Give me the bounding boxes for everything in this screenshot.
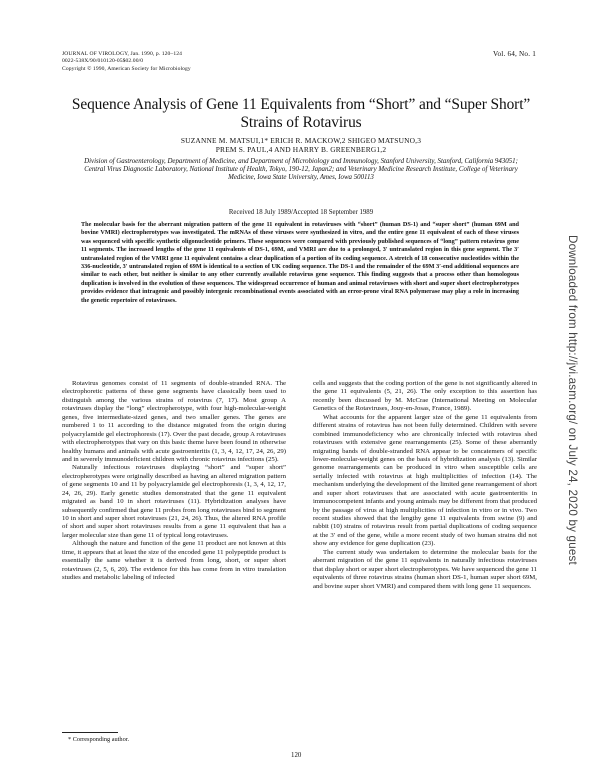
body-paragraph: The current study was undertaken to determine the molecular basis for the aberrant migration of the gene 11 equivalents in naturally infectious rotaviruses that display short or super short electropherotypes. We have sequenced the gene 11 equivalents of three rotavirus strains (human short DS-1, human super short 69M, and bovine super short VMRI) and compared them with long gene 11 sequences. bbox=[313, 548, 537, 590]
volume-issue: Vol. 64, No. 1 bbox=[493, 50, 536, 58]
affiliations: Division of Gastroenterology, Department of Medicine, and Department of Microbiology and Immunology, Stanford University, Stanford, California 943051; Central Virus Diagnostic Laboratory, National Institute of Health, Tokyo, 190-12, Japan2; and Veterinary Medicine Research Institute, College of Veterinary Medicine, Iowa State University, Ames, Iowa 500113 bbox=[84, 158, 518, 182]
body-paragraph: Rotavirus genomes consist of 11 segments of double-stranded RNA. The electrophoretic patterns of these gene segments have classically been used to distinguish among the various strains of rotavirus (7, 17). Most group A rotaviruses display the “long” electropherotype, with four high-molecular-weight genes, five intermediate-sized genes, and two smaller genes. The genes are numbered 1 to 11 according to the distance migrated from the origin during polyacrylamide gel electrophoresis (17). Over the past decade, group A rotaviruses with electropherotypes that vary on this basic theme have been found in otherwise healthy humans and animals with acute gastroenteritis (1, 3, 4, 12, 17, 24, 26, 29) and in severely immunodeficient children with chronic rotavirus infections (25). bbox=[62, 380, 286, 463]
article-title: Sequence Analysis of Gene 11 Equivalents from “Short” and “Super Short” Strains of Rotavirus bbox=[71, 96, 531, 131]
abstract: The molecular basis for the aberrant migration pattern of the gene 11 equivalent in rotaviruses with “short” (human DS-1) and “super short” (human 69M and bovine VMRI) electropherotypes was investigated. The mRNAs of these viruses were synthesized in vitro, and the entire gene 11 equivalent of each of these viruses was sequenced with specific synthetic oligonucleotide primers. These sequences were compared with previously published sequences of “long” pattern rotavirus gene 11 segments. The increased lengths of the gene 11 equivalents of DS-1, 69M, and VMRI are due to a prolonged, 3′ untranslated region in this gene segment. The 3′ untranslated region of the VMRI gene 11 equivalent contains a clear duplication of a portion of its coding sequence. A stretch of 18 consecutive nucleotides within the 336-nucleotide, 3′ untranslated region of 69M is identical to a section of UK coding sequence. The DS-1 and the remainder of the 69M 3′-end additional sequences are similar to each other, but neither is similar to any other currently available rotavirus gene sequence. This finding suggests that a process other than homologous duplication is involved in the evolution of these sequences. The widespread occurrence of human and animal rotaviruses with short and super short electropherotypes provides evidence that intragenic and possibly intergenic recombinational events associated with an error-prone viral RNA polymerase may play a role in increasing the genetic repertoire of rotaviruses. bbox=[81, 221, 519, 304]
author-list bbox=[60, 136, 542, 154]
author-line-1: SUZANNE M. MATSUI,1* ERICH R. MACKOW,2 SHIGEO MATSUNO,3 bbox=[180, 136, 422, 145]
body-paragraph: cells and suggests that the coding portion of the gene is not significantly altered in the gene 11 equivalents (5, 21, 26). The only exception to this assertion has recently been discussed by M. McCrae (International Meeting on Molecular Genetics of the Rotaviruses, Jouy-en-Josas, France, 1989). bbox=[313, 380, 537, 413]
journal-citation: JOURNAL OF VIROLOGY, Jan. 1990, p. 120–124 bbox=[62, 51, 183, 57]
body-column-left bbox=[62, 380, 286, 754]
issn-line: 0022-538X/90/010120-05$02.00/0 bbox=[62, 58, 144, 65]
copyright-line: Copyright © 1990, American Society for Microbiology bbox=[62, 65, 191, 72]
body-paragraph: Although the nature and function of the gene 11 product are not known at this time, it appears that at least the size of the encoded gene 11 polypeptide product is essentially the same whether it is derived from long, short, or super short rotaviruses (2, 5, 6, 20). The evidence for this has come from in vitro translation studies and metabolic labeling of infected bbox=[62, 540, 286, 582]
body-paragraph: Naturally infectious rotaviruses displaying “short” and “super short” electropherotypes were originally described as having an altered migration pattern of gene segments 10 and 11 by polyacrylamide gel electrophoresis (1, 3, 4, 12, 17, 24, 26, 29). Early genetic studies demonstrated that the gene 11 equivalent migrated as band 10 in short rotaviruses (11). Hybridization analyses have subsequently confirmed that gene 11 probes from long rotaviruses bind to segment 10 in short and super short rotaviruses (21, 24, 26). Thus, the altered RNA profile of short and super short rotaviruses results from a gene 11 equivalent that has a larger molecular size than gene 11 of typical long rotaviruses. bbox=[62, 464, 286, 539]
download-note: Downloaded from http://jvi.asm.org/ on July 24, 2020 by guest bbox=[566, 235, 579, 565]
download-watermark bbox=[566, 235, 592, 565]
received-dates: Received 18 July 1989/Accepted 18 September 1989 bbox=[228, 209, 374, 216]
page-number: 120 bbox=[291, 752, 302, 759]
corresponding-author-footnote: * Corresponding author. bbox=[68, 736, 130, 743]
body-column-right bbox=[313, 380, 537, 591]
author-line-2: PREM S. PAUL,4 AND HARRY B. GREENBERG1,2 bbox=[215, 145, 387, 154]
body-paragraph: What accounts for the apparent larger size of the gene 11 equivalents from different strains of rotavirus has not been fully determined. Children with severe combined immunodeficiency who are chronically infected with rotavirus shed rotaviruses with extensive gene rearrangements (25). Some of these aberrantly migrating bands of double-stranded RNA appear to be concatemers of specific lower-molecular-weight genes on the basis of hybridization analysis (13). Similar genome rearrangements can be produced in vitro when susceptible cells are serially infected with rotavirus at high multiplicities of infection (14). The mechanism underlying the development of the limited gene rearrangement of short and super short rotaviruses that are associated with acute gastroenteritis in immunocompetent infants and young animals may be different from that produced by the passage of virus at high multiplicities of infection in vitro or in vivo. Two recent studies showed that the lengthy gene 11 equivalents from swine (9) and rabbit (10) strains of rotavirus result from partial duplications of coding sequence at the 3′ end of the gene, while a more recent study of two human strains did not show any evidence for gene duplication (23). bbox=[313, 413, 537, 548]
journal-header bbox=[62, 51, 382, 73]
footnote-divider bbox=[62, 732, 118, 733]
